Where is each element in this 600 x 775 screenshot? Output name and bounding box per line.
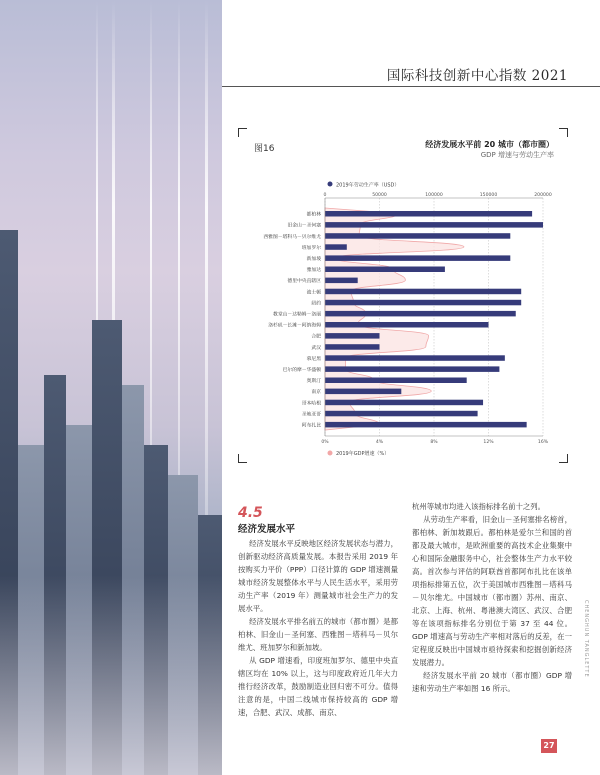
- city-skyline-photo: [0, 0, 222, 775]
- bottom-tick-label: 8%: [430, 440, 438, 445]
- category-label: 雅加达: [306, 268, 321, 274]
- top-tick-label: 0: [323, 193, 327, 198]
- category-label: 奥斯汀: [306, 379, 321, 385]
- paragraph: 杭州等城市均进入该指标排名前十之列。: [412, 502, 546, 511]
- figure-label: 图16: [254, 144, 275, 154]
- category-label: 圣地亚哥: [301, 412, 321, 418]
- category-label: 西雅图－塔科马－贝尔维尤: [263, 234, 321, 240]
- text-column-right: [412, 500, 572, 695]
- category-label: 班加罗尔: [301, 245, 321, 251]
- category-label: 旧金山－圣何塞: [287, 223, 321, 229]
- legend-label-gdp: 2019年GDP增速（%）: [336, 451, 390, 457]
- category-label: 阿布扎比: [301, 423, 321, 429]
- productivity-bar: [325, 244, 347, 250]
- running-header: 国际科技创新中心指数 2021: [386, 68, 568, 84]
- category-label: 新加坡: [306, 257, 321, 262]
- text-column-left: [238, 537, 398, 719]
- top-tick-label: 200000: [534, 193, 552, 198]
- figure-16: [238, 128, 568, 463]
- paragraph: 从劳动生产率看，旧金山－圣何塞排名榜首，都柏林、新加坡跟后。都柏林是爱尔兰和国的首都及最大城市，是欧洲重要的高技术企业集聚中心和国际金融服务中心，社会整体生产力水平较高。首次参与评估的阿联酋首都阿布扎比在该单项指标排第五位，次于美国城市西雅图－塔科马－贝尔维尤。中国城市（都市圈）苏州、南京、北京、上海、杭州、粤港澳大湾区、武汉、合肥等在该项指标排名分别位于第 37 至 44 位。GDP 增速高与劳动生产率相对落后的反差，在一定程度反映出中国城市亟待探索和挖掘创新经济发展潜力。: [412, 515, 572, 667]
- bottom-tick-label: 12%: [483, 440, 494, 445]
- productivity-bar: [325, 255, 510, 261]
- haze-overlay: [0, 575, 222, 775]
- category-label: 洛杉矶－长滩－阿纳海姆: [268, 323, 321, 329]
- category-label: 武汉: [311, 345, 321, 351]
- section-number: 4.5: [238, 505, 263, 521]
- category-label: 都柏林: [306, 212, 321, 218]
- light-beam: [150, 0, 152, 520]
- legend-label-productivity: 2019年劳动生产率（USD）: [336, 182, 400, 189]
- productivity-bar: [325, 311, 516, 317]
- bar-chart: [238, 128, 568, 463]
- category-label: 南京: [311, 390, 321, 396]
- category-label: 纽约: [311, 301, 321, 307]
- side-caption: CHENGHUN TANGLETTE: [583, 600, 589, 678]
- category-label: 慕尼黑: [306, 356, 321, 362]
- productivity-bar: [325, 278, 358, 284]
- page-number: 27: [541, 739, 557, 753]
- top-tick-label: 50000: [372, 193, 387, 198]
- gdp-growth-area: [325, 208, 464, 430]
- legend-swatch-productivity: [328, 182, 333, 187]
- header-rule: [222, 86, 600, 87]
- productivity-bar: [325, 366, 499, 372]
- productivity-bar: [325, 300, 521, 306]
- category-label: 德里中央直辖区: [287, 279, 321, 285]
- productivity-bar: [325, 233, 510, 239]
- legend-swatch-gdp: [328, 451, 333, 456]
- productivity-bar: [325, 422, 527, 428]
- productivity-bar: [325, 389, 401, 395]
- figure-title: 经济发展水平前 20 城市（都市圈）: [425, 140, 554, 149]
- category-label: 巴尔的摩－华盛顿: [282, 368, 321, 373]
- productivity-bar: [325, 378, 467, 384]
- paragraph: 经济发展水平前 20 城市（都市圈）GDP 增速和劳动生产率如图 16 所示。: [412, 671, 572, 693]
- top-tick-label: 150000: [479, 193, 498, 198]
- bottom-tick-label: 4%: [375, 440, 384, 445]
- productivity-bar: [325, 344, 380, 350]
- section-title: 经济发展水平: [238, 524, 296, 535]
- light-beam: [205, 0, 208, 520]
- light-beam: [178, 0, 180, 520]
- productivity-bar: [325, 289, 521, 295]
- productivity-bar: [325, 411, 478, 417]
- productivity-bar: [325, 267, 445, 273]
- paragraph: 从 GDP 增速看，印度班加罗尔、德里中央直辖区均在 10% 以上，这与印度政府近几年大力推行经济改革，鼓励制造业回归密不可分。值得注意的是，中国二线城市保持较高的 GDP 增速，合肥、武汉、成都、南京、: [238, 656, 398, 717]
- productivity-bar: [325, 333, 380, 339]
- productivity-bar: [325, 211, 532, 217]
- category-label: 教堂山－达勒姆－洛丽: [273, 312, 321, 318]
- productivity-bar: [325, 222, 543, 228]
- paragraph: 经济发展水平排名前五的城市（都市圈）是都柏林、旧金山－圣何塞、西雅图－塔科马－贝尔维尤、班加罗尔和新加坡。: [238, 617, 398, 652]
- category-label: 波士顿: [306, 290, 321, 296]
- top-tick-label: 100000: [425, 193, 443, 198]
- productivity-bar: [325, 355, 505, 361]
- paragraph: 经济发展水平反映地区经济发展状态与潜力，创新驱动经济高质量发展。本报告采用 2019 年按购买力平价（PPP）口径计算的 GDP 增速测量城市经济发展整体水平与人民生活水平，采用劳动生产率（2019 年）测量城市社会生产力的发展水平。: [238, 539, 398, 613]
- productivity-bar: [325, 400, 483, 406]
- category-label: 合肥: [311, 334, 321, 340]
- bottom-tick-label: 16%: [537, 440, 549, 445]
- productivity-bar: [325, 322, 489, 328]
- bottom-tick-label: 0%: [321, 440, 329, 445]
- category-label: 哥本哈根: [301, 401, 321, 407]
- figure-subtitle: GDP 增速与劳动生产率: [480, 151, 554, 159]
